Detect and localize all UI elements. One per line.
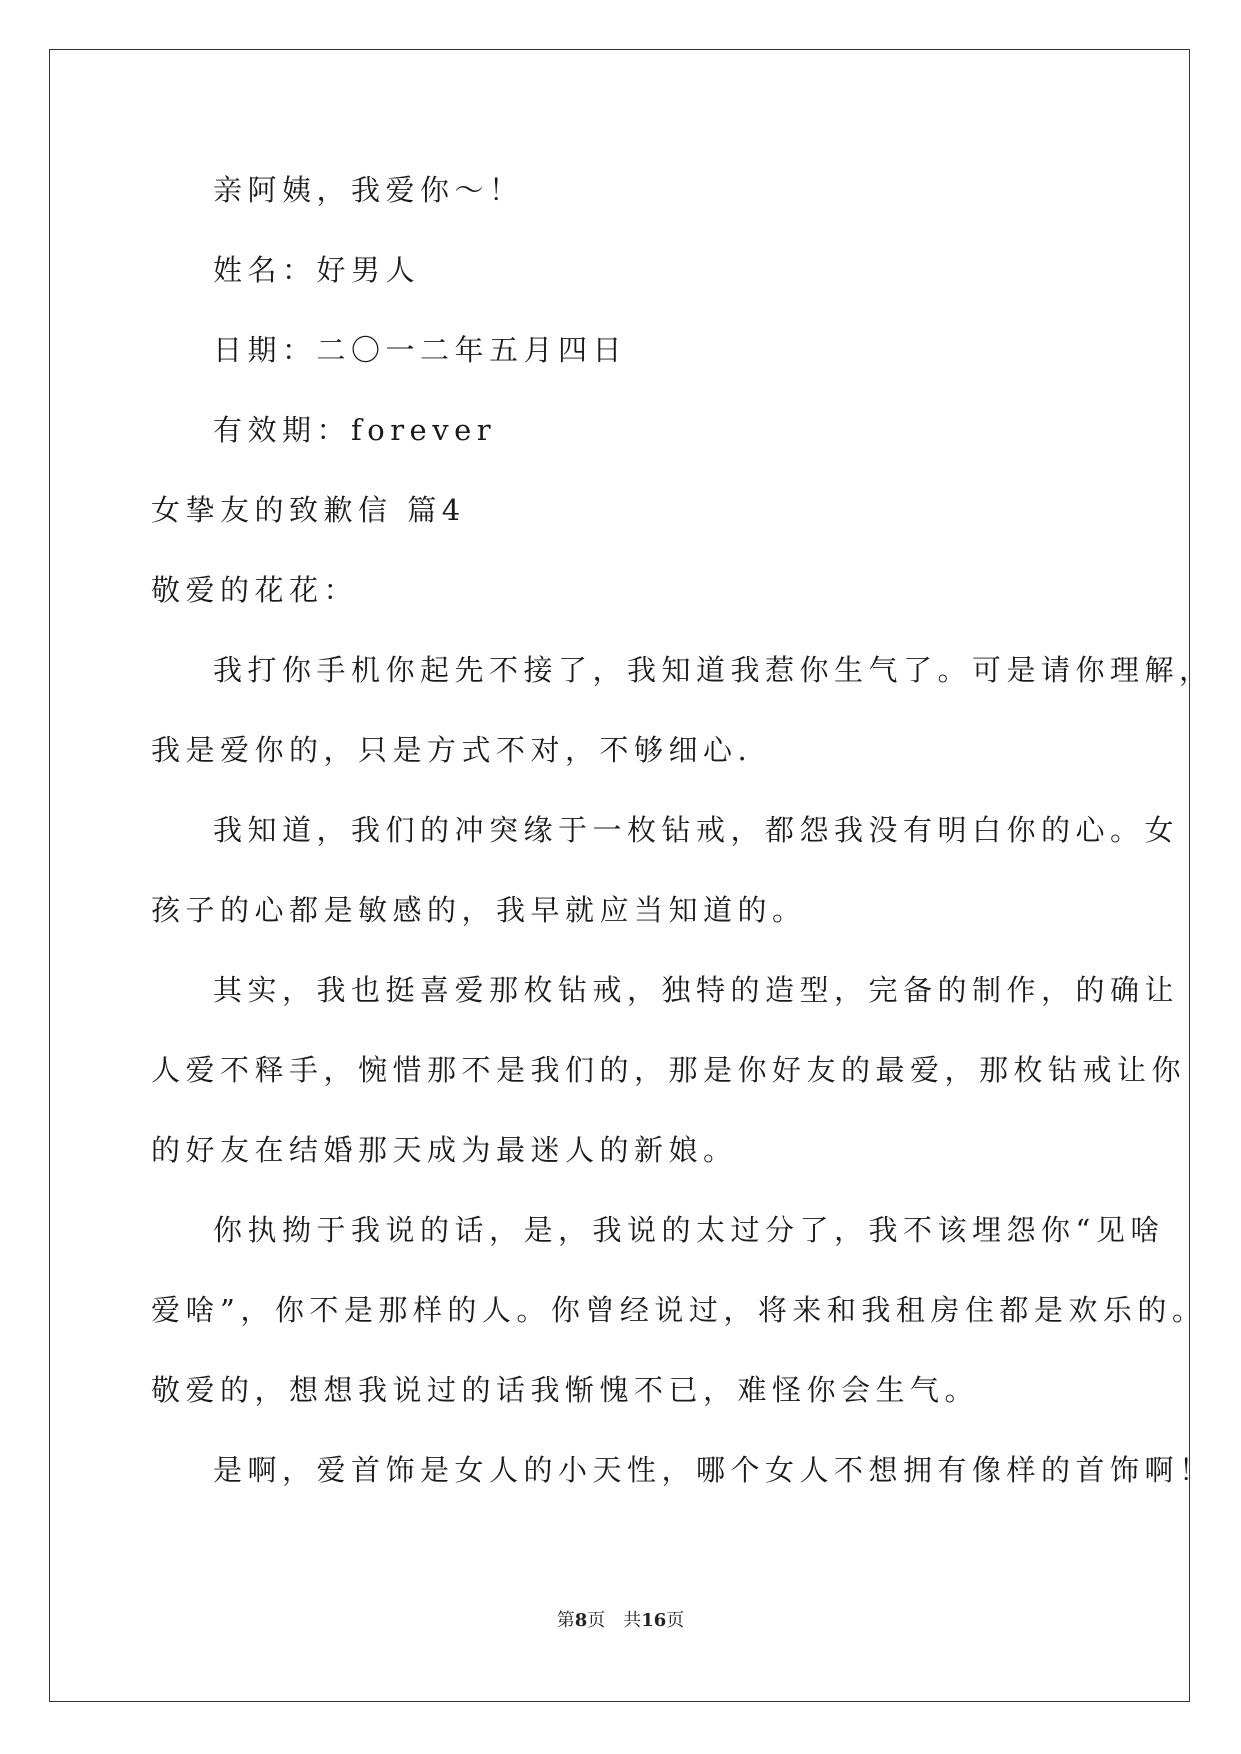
total-unit: 页	[666, 1610, 685, 1631]
page-prefix: 第	[556, 1610, 575, 1631]
total-prefix: 共	[623, 1610, 642, 1631]
paragraph-line: 我打你手机你起先不接了，我知道我惹你生气了。可是请你理解，	[213, 653, 1214, 687]
paragraph-line: 的好友在结婚那天成为最迷人的新娘。	[151, 1133, 738, 1167]
paragraph-line: 你执拗于我说的话，是，我说的太过分了，我不该埋怨你“见啥	[213, 1213, 1165, 1247]
validity-line: 有效期：forever	[213, 413, 497, 447]
page-unit: 页	[587, 1610, 606, 1631]
paragraph-line: 我是爱你的，只是方式不对，不够细心.	[151, 733, 753, 767]
total-pages: 16	[641, 1610, 667, 1631]
paragraph-line: 是啊，爱首饰是女人的小天性，哪个女人不想拥有像样的首饰啊！	[213, 1453, 1214, 1487]
closing-line: 亲阿姨，我爱你～！	[213, 173, 524, 207]
signature-date: 日期：二〇一二年五月四日	[213, 333, 628, 367]
paragraph-line: 孩子的心都是敏感的，我早就应当知道的。	[151, 893, 807, 927]
page-number: 8	[574, 1610, 588, 1631]
paragraph-line: 爱啥”，你不是那样的人。你曾经说过，将来和我租房住都是欢乐的。	[151, 1293, 1207, 1327]
paragraph-line: 敬爱的，想想我说过的话我惭愧不已，难怪你会生气。	[151, 1373, 980, 1407]
paragraph-line: 人爱不释手，惋惜那不是我们的，那是你好友的最爱，那枚钻戒让你	[151, 1053, 1187, 1087]
page-footer	[0, 1606, 1241, 1632]
section-heading: 女挚友的致歉信 篇4	[151, 493, 466, 527]
paragraph-line: 我知道，我们的冲突缘于一枚钻戒，都怨我没有明白你的心。女	[213, 813, 1180, 847]
salutation: 敬爱的花花：	[151, 573, 359, 607]
paragraph-line: 其实，我也挺喜爱那枚钻戒，独特的造型，完备的制作，的确让	[213, 973, 1180, 1007]
signature-name: 姓名：好男人	[213, 253, 421, 287]
